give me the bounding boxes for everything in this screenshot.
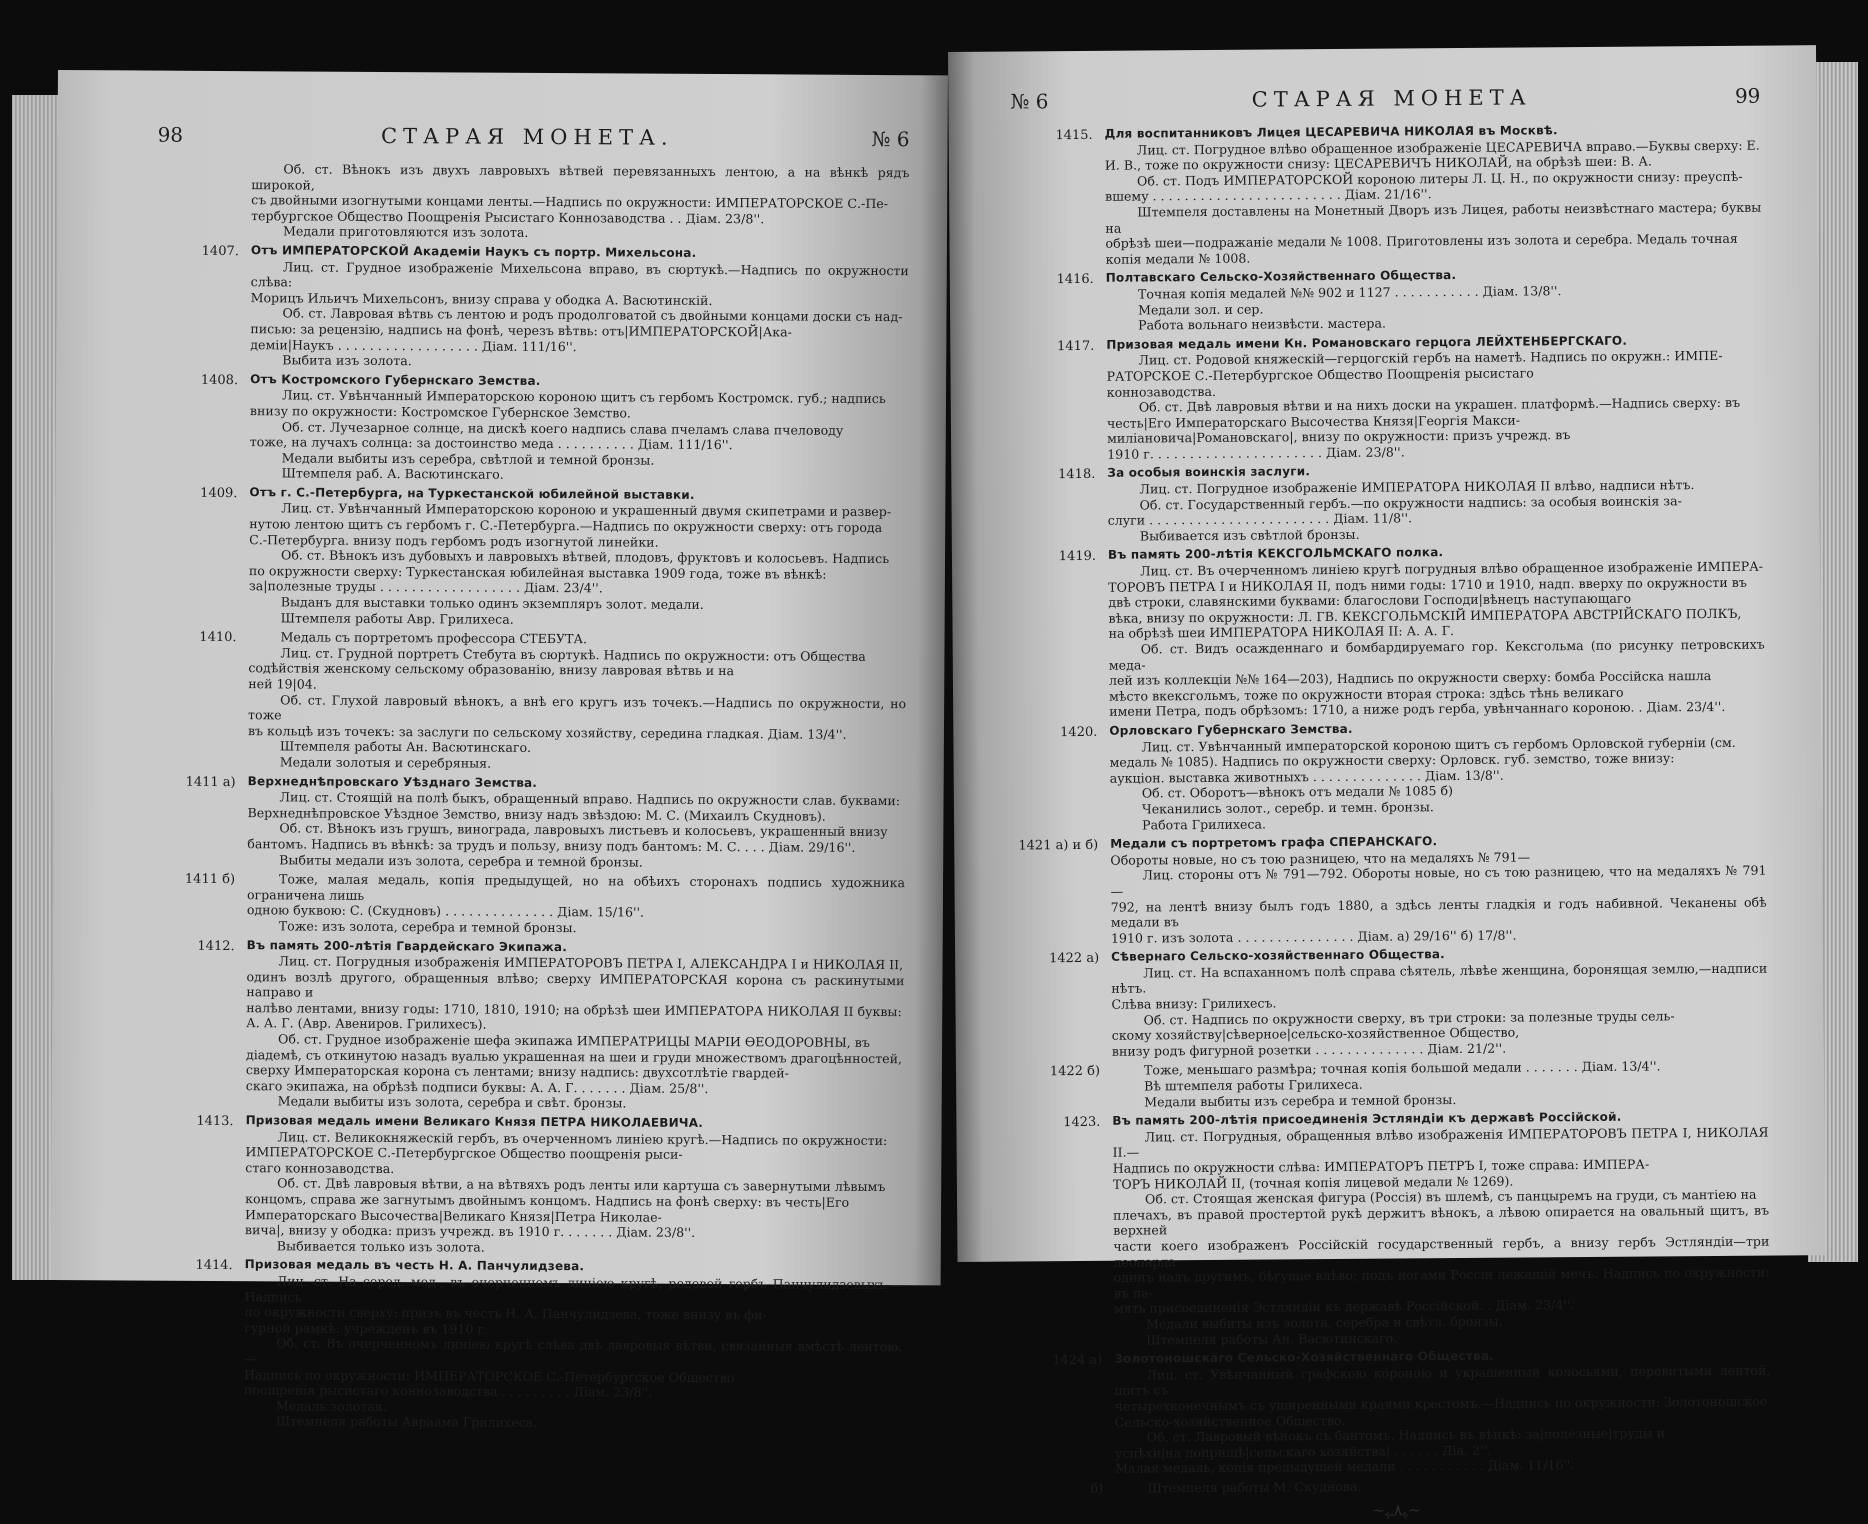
catalogue-entry [1011,122,1762,268]
issue-number: № 6 [871,126,910,152]
entry-number: 1413. [196,1113,234,1130]
entry-number: 1417. [1057,338,1095,354]
page-number: 98 [157,122,184,147]
entry-line: Работа вольнаго неизвѣсти. мастера. [1138,315,1387,333]
entry-line: успѣхи|на поприщѣ|сельскаго хозяйства| . . . . . . Діа. 2''. [1114,1442,1492,1461]
entry-line: гурной рамкѣ: учрежденъ въ 1910 г. [244,1319,489,1337]
entry-body [1115,1475,1771,1496]
entry-number: 1418. [1058,467,1096,483]
entry-line: С.-Петербурга. внизу подъ гербомъ родъ изогнутой линейки. [249,531,659,550]
entry-line: копія медали № 1008. [1105,250,1251,267]
entry-heading: Въ память 200-лѣтія Гвардейскаго Экипажа. [246,937,568,954]
entry-line: Морицъ Ильичъ Михельсонъ, внизу справа у ободка А. Васютинскій. [250,289,713,308]
entry-heading: Въ память 200-лѣтія КЕКСГОЛЬМСКАГО полка. [1107,545,1444,563]
entry-line: Об. ст. Лавровый вѣнокъ съ бантомъ. Надпись въ вѣнкѣ: за|полезные|труды и [1146,1425,1666,1445]
entry-body [1114,1347,1771,1477]
entry-line: Об. ст. Грудное изображеніе шефа экипажа ИМПЕРАТРИЦЫ МАРІИ ѲЕОДОРОВНЫ, въ [278,1031,870,1051]
right-page [948,45,1825,1520]
entry-line: ИМПЕРАТОРСКОЕ С.-Петербургское Общество поощренія рыси- [245,1144,683,1163]
entry-number [157,161,245,240]
entry-line: части коего изображенъ Россійскій государственный гербъ, а внизу гербъ Эстляндіи—три леопарда [1113,1233,1770,1270]
entry-line: вшему . . . . . . . . . . . . . . . . . . . . . . . . Діам. 21/16''. [1105,186,1432,205]
entry-line: Об. ст. Подъ ИМПЕРАТОРСКОЙ короною литеры Л. Ц. Н., по окружности снизу: преуспѣ- [1136,168,1743,189]
entry-line: И. В., тоже по окружности снизу: ЦЕСАРЕВИЧЪ НИКОЛАЙ, на обрѣзѣ шеи: В. А. [1104,153,1652,173]
entry-line: Сельско-хозяйственное Общество. [1114,1412,1346,1430]
entry-line: Лиц. ст. Погрудныя изображенія ИМПЕРАТОРОВЪ ПЕТРА I, АЛЕКСАНДРА I и НИКОЛАЯ II, [278,953,904,973]
entry-heading: Въ память 200-лѣтія присоединенія Эстляндіи къ державѣ Россійской. [1112,1109,1622,1128]
entry-heading: Отъ ИМПЕРАТОРСКОЙ Академіи Наукъ съ портр. Михельсона. [250,243,697,260]
entry-line: Лиц. ст. Увѣнчанный Императорскою короною щитъ съ гербомъ Костромск. губ.; надпись [281,387,886,407]
end-ornament: ~ﮩ٨ـﮩ~ [1371,1500,1422,1520]
entry-body [1110,832,1767,946]
entry-number: 1424 а) [1052,1352,1103,1369]
entry-line: Медали выбиты изъ серебра и темной бронзы. [1144,1091,1457,1110]
entries-list [1011,122,1772,1498]
entry-line: Лиц. ст. На вспаханномъ полѣ справа сѣятель, лѣвѣе женщина, боронящая землю,—надписи нѣтъ. [1111,960,1768,997]
left-page [51,70,948,1431]
entry-body [249,372,908,485]
catalogue-entry [155,371,908,485]
entry-line: Точная копія медалей №№ 902 и 1127 . . . . . . . . . . . Діам. 13/8''. [1137,283,1562,302]
catalogue-entry [153,773,906,871]
entry-line: Об. ст. Двѣ лавровыя вѣтви, а на вѣтвяхъ родъ ленты или картуша съ завернутыми лѣвымъ [277,1175,886,1195]
entry-body [250,243,909,372]
entry-line: Выбита изъ золота. [282,352,412,369]
entry-body [246,938,905,1114]
entry-line: Лиц. ст. Увѣнчанный Императорскою короною и украшенный двумя скипетрами и развер- [281,500,892,520]
entry-line: Выбивается только изъ золота. [276,1238,485,1255]
catalogue-entry [1016,832,1767,947]
entry-body [244,1258,903,1434]
entry-line: честь|Его Императорскаго Высочества Князя|Георгія Макси- [1106,412,1521,431]
entry-line: Штемпеля доставлены на Монетный Дворъ изъ Лицея, работы неизвѣстнаго мастера; буквы на [1105,199,1762,236]
entry-line: Лиц. ст. Въ очерченномъ линіею кругѣ погрудныя влѣво обращенное изображеніе ИМПЕРА- [1140,558,1764,579]
entry-line: Лиц. ст. Грудное изображеніе Михельсона вправо, въ сюртукѣ.—Надпись по окружности слѣва: [250,258,909,290]
entry-line: налѣво лентами, внизу годы: 1710, 1810, 1910; на обрѣзѣ шеи ИМПЕРАТОРА НИКОЛАЯ II буквы: [246,1000,902,1020]
entry-line: Обороты новые, но съ тою разницею, что на медаляхъ № 791— [1110,849,1531,868]
entry-heading: Отъ г. С.-Петербурга, на Туркестанской юбилейной выставки. [249,485,695,502]
entry-line: Об. ст. Въ очерченномъ линіею кругѣ слѣва двѣ лавровыя вѣтви, связанныя вмѣстѣ лентою.— [244,1335,903,1367]
entry-line: Императорскаго Высочества|Великаго Князя|Петра Николае- [244,1206,662,1225]
entry-line: А. А. Г. (Авр. Авениров. Грилихесъ). [246,1015,487,1033]
entry-line: Лиц. ст. Погрудное влѣво обращенное изображеніе ЦЕСАРЕВИЧА вправо.—Буквы сверху: Е. [1136,137,1760,158]
entry-line: слуги . . . . . . . . . . . . . . . . . . . . . . . Діам. 11/8''. [1107,510,1413,529]
entry-line: мять присоединенія Эстляндіи къ державѣ Россійской. . Діам. 23/4''. [1113,1297,1575,1317]
entry-line: одною буквою: С. (Скудновъ) . . . . . . . . . . . . . . Діам. 15/16''. [246,902,645,920]
entry-number: 1412. [197,938,235,954]
entry-line: 1910 г. . . . . . . . . . . . . . . . . . . . . . Діам. 23/8''. [1107,444,1405,462]
catalogue-entry [1018,1058,1768,1111]
entry-body [1105,122,1762,267]
entry-line: скаго экипажа, на обрѣзѣ подписи буквы: А. А. Г. . . . . . . Діам. 25/8''. [245,1078,709,1096]
catalogue-entry [154,629,907,774]
entry-line: въ кольцѣ изъ точекъ: за заслуги по сельскому хозяйству, середина гладкая. Діам. 13/4''. [247,722,847,742]
entry-line: ТОРЪ НИКОЛАЙ II, (точная копія лицевой медали № 1269). [1112,1173,1514,1192]
entry-line: Медаль съ портретомъ профессора СТЕБУТА. [280,629,588,647]
entry-line: Об. ст. Лавровая вѣтвь съ лентою и родъ продолговатой съ двойными концами доски съ над- [282,305,903,325]
entry-line: содѣйствія женскому сельскому образованію, внизу лавровая вѣтвь и на [248,660,735,679]
entry-line: Верхнеднѣпровское Уѣздное Земство, внизу надъ звѣздою: М. С. (Михаилъ Скудновъ). [247,804,826,824]
entry-line: Об. ст. Государственный гербъ.—по окружности надпись: за особыя воинскія за- [1139,492,1682,513]
entry-line: Вѣ штемпеля работы Грилихеса. [1144,1076,1363,1094]
entry-line: 792, на лентѣ внизу былъ годъ 1880, а здѣсь ленты гладкія и годъ набивной. Чеканены обѣ медали въ [1110,894,1767,930]
entry-number: 1411 б) [184,871,236,888]
entry-line: Лиц. ст. Родовой княжескій—герцогскій гербъ на наметѣ. Надпись по окружн.: ИМПЕ- [1138,348,1723,368]
entry-number: 1407. [201,243,239,260]
entry-line: Об. ст. Видъ осажденнаго и бомбардируемаго гор. Кексгольма (по рисунку петровскихъ меда- [1108,636,1765,673]
entry-body [247,774,906,872]
entry-number: 1422 а) [1049,951,1100,967]
entry-body [245,1113,904,1257]
entry-line: Лиц. ст. Грудной портретъ Стебута въ сюртукѣ. Надпись по окружности: отъ Общества [280,645,866,664]
running-head [1010,84,1760,114]
catalogue-entry [152,937,905,1113]
catalogue-entry [1012,332,1763,463]
entry-number: 1416. [1056,272,1094,288]
journal-title: СТАРАЯ МОНЕТА [1251,85,1532,112]
entry-body [1109,719,1766,833]
entry-body [1108,543,1765,720]
entry-line: Об. ст. Надпись по окружности сверху, въ три строки: за полезные труды сель- [1143,1007,1675,1028]
entry-heading: Орловскаго Губернскаго Земства. [1109,721,1353,738]
entry-line: Лиц. ст. Великокняжескій гербъ, въ очерченномъ линіею кругѣ.—Надпись по окружности: [277,1128,888,1148]
entry-heading: Призовая медаль въ честь Н. А. Панчулидзева. [244,1257,585,1274]
entry-line: мѣсто вкексгольмъ, тоже по окружности вторая строка: здѣсь тѣнь великаго [1109,684,1624,704]
issue-number: № 6 [1010,89,1049,114]
entry-line: внизу по окружности: Костромское Губернское Земство. [249,403,631,421]
entry-line: аукціон. выставка животныхъ . . . . . . . . . . . . . . Діам. 13/8''. [1109,767,1504,786]
entry-line: ТОРОВЪ ПЕТРА I и НИКОЛАЯ II, подъ ними годы: 1710 и 1910, надп. вверху по окружности въ [1108,574,1747,595]
entry-number: 1411 а) [185,774,236,790]
entry-number: 1421 а) и б) [1018,837,1099,854]
entry-line: деміи|Наукъ . . . . . . . . . . . . . . . . . . Діам. 111/16''. [250,336,577,354]
entry-heading: Для воспитанниковъ Лицея ЦЕСАРЕВИЧА НИКОЛАЯ въ Москвѣ. [1104,123,1558,141]
entry-line: Лиц. ст. Погрудныя, обращенныя влѣво изображенія ИМПЕРАТОРОВЪ ПЕТРА I, НИКОЛАЯ II.— [1112,1124,1769,1161]
entry-line: Медали выбиты изъ серебра, свѣтлой и темной бронзы. [281,450,655,468]
entry-line: плечахъ, въ правой простертой рукѣ держитъ вѣнокъ, а лѣвою опирается на овальный щитъ, въ верхней [1113,1202,1770,1239]
running-head [158,123,910,152]
entry-body [1107,461,1764,544]
entry-line: Тоже, малая медаль, копія предыдущей, но на обѣихъ сторонахъ подпись художника ограничена лишь [246,871,906,903]
entry-line: Штемпеля работы Ан. Васютинскаго. [1146,1330,1398,1348]
entry-line: вѣка, внизу по окружности: Л. ГВ. КЕКСГОЛЬМСКІЙ ИМПЕРАТОРА АВСТРІЙСКАГО ПОЛКЪ, [1108,605,1742,626]
catalogue-entry [1020,1347,1771,1478]
catalogue-entry [1018,1109,1770,1349]
entry-body [1112,1109,1770,1348]
entry-body [247,871,905,937]
entry-line: нутою лентою щитъ съ гербомъ г. С.-Петербурга.—Надпись по окружности сверху: отъ города [249,516,883,536]
entry-heading: Медали съ портретомъ графа СПЕРАНСКАГО. [1110,834,1438,851]
entry-heading: Полтавскаго Сельско-Хозяйственнаго Общества. [1105,268,1457,286]
entry-line: вича|, внизу у ободка: призъ учрежд. въ 1910 г. . . . . . . Діам. 23/8''. [244,1222,696,1241]
entry-heading: Сѣвернаго Сельско-хозяйственнаго Общества. [1111,947,1445,965]
entry-body [1106,266,1762,334]
entry-line: двѣ строки, славянскими буквами: благослови Господи|вѣнецъ наступающаго [1108,590,1632,610]
entry-line: Об. ст. Стоящая женская фигура (Россія) въ шлемѣ, съ панцыремъ на груди, съ мантіею на [1144,1186,1757,1207]
entry-line: Надпись по окружности слѣва: ИМПЕРАТОРЪ ПЕТРЪ I, тоже справа: ИМПЕРА- [1112,1156,1650,1176]
entry-line: Выданъ для выставки только одинъ экземпляръ золот. медали. [280,594,704,612]
entry-line: коннозаводства. [1106,383,1216,400]
entry-line: Лиц. ст. Увѣнчанный графскою короною и украшенный колосьями, перевитыми лентой, щитъ съ [1114,1362,1771,1399]
entry-line: Малая медаль, копія предыдущей медали . . . . . . . . . . . Діам. 11/16''. [1115,1457,1575,1477]
entry-number: б) [1090,1481,1104,1497]
entry-line: Штемпеля работы Авраама Грилихеса. [275,1413,538,1431]
entries-list [150,161,910,1433]
entry-heading: Призовая медаль имени Кн. Романовскаго герцога ЛЕЙХТЕНБЕРГСКАГО. [1106,333,1628,352]
entry-line: Об. ст. Вѣнокъ изъ грушъ, винограда, лавровыхъ листьевъ и колосьевъ, украшенный внизу [279,820,888,840]
entry-body [251,161,909,243]
catalogue-entry [157,161,909,244]
entry-line: Медали зол. и сер. [1137,301,1264,318]
entry-line: Тоже: изъ золота, серебра и темной бронзы. [278,918,577,936]
entry-line: Медали золотыя и серебряныя. [279,754,492,771]
entry-number: 1415. [1055,127,1093,144]
entry-line: Медаль золотая. [275,1398,387,1414]
catalogue-entry [155,484,908,629]
entry-line: имени Петра, подъ обрѣзомъ: 1710, а ниже родъ герба, увѣнчаннаго короною. . Діам. 23/4''. [1109,699,1726,720]
entry-body [1111,945,1768,1059]
entry-number: 1419. [1058,549,1097,565]
entry-number: 1410. [199,630,237,646]
entry-line: Лиц. ст. Стоящій на полѣ быкъ, обращенный вправо. Надпись по окружности слав. буквами: [279,789,901,809]
entry-line: Лиц. стороны отъ № 791—792. Обороты новые, но съ тою разницею, что на медаляхъ № 791— [1110,862,1767,899]
entry-body [249,485,908,629]
entry-line: тербургское Общество Поощренія Рысистаго Коннозаводства . . Діам. 23/8''. [251,207,765,227]
entry-heading: Отъ Костромского Губернскаго Земства. [250,371,541,388]
entry-line: Слѣва внизу: Грилихесъ. [1111,995,1277,1012]
entry-line: по окружности сверху: Туркестанская юбилейная выставка 1909 года, тоже въ вѣнкѣ: [248,563,827,582]
page-number: 99 [1734,83,1761,108]
catalogue-entry [151,1113,904,1258]
entry-line: концомъ, справа же загнутымъ двойнымъ концомъ. Надпись на фонѣ сверху: въ честь|Его [245,1191,850,1210]
entry-line: лей изъ коллекціи №№ 164—203), Надпись по окружности сверху: бомба Россійска нашла [1108,668,1712,688]
catalogue-entry [1017,945,1768,1060]
entry-number: 1414. [195,1258,233,1274]
entry-number: 1420. [1060,724,1098,741]
entry-line: Чеканились золот., серебр. и темн. бронзы. [1141,799,1434,817]
entry-heading: Призовая медаль имени Великаго Князя ПЕТРА НИКОЛАЕВИЧА. [245,1113,704,1130]
entry-line: Об. ст. Глухой лавровый вѣнокъ, а внѣ его кругъ изъ точекъ.—Надпись по окружности, но тоже [248,691,907,723]
entry-line: Лиц. ст. Погрудное изображеніе ИМПЕРАТОРА НИКОЛАЯ II влѣво, надписи нѣтъ. [1139,477,1695,497]
entry-line: Штемпеля работы Авр. Грилихеса. [280,609,514,627]
catalogue-entry [156,243,909,372]
journal-title: СТАРАЯ МОНЕТА. [380,123,674,150]
entry-line: Об. ст. Двѣ лавровыя вѣтви и на нихъ доски на украшен. платформѣ.—Надпись сверху: въ [1138,394,1741,415]
entry-line: за|полезные труды . . . . . . . . . . . . . . . . . . Діам. 23/4''. [248,578,603,596]
entry-line: Выбивается изъ свѣтлой бронзы. [1139,526,1360,544]
entry-heading: За особыя воинскія заслуги. [1107,464,1311,481]
catalogue-entry [153,871,905,938]
entry-line: Медали выбиты изъ золота, серебра и свѣт. бронзы. [277,1093,627,1111]
entry-line: медаль № 1085). Надпись по окружности сверху: Орловск. губ. земство, тоже внизу: [1109,750,1675,770]
catalogue-entry [1021,1475,1771,1497]
entry-line: сверху Императорская корона съ лентами; внизу надпись: двухсотлѣтіе гвардей- [245,1062,790,1081]
entry-number: 1409. [200,485,238,501]
entry-line: Надпись по окружности: ИМПЕРАТОРСКОЕ С.-Петербургское Общество [243,1366,735,1385]
entry-line: внизу родъ фигурной розетки . . . . . . . . . . . . . . Діам. 21/2''. [1111,1040,1507,1059]
entry-line: обрѣзѣ шеи—подражаніе медали № 1008. Приготовлены изъ золота и серебра. Медаль точная [1105,230,1738,251]
entry-line: Об. ст. Лучезарное солнце, на дискѣ коего надпись слава пчеламъ слава пчеловоду [281,418,844,438]
entry-line: Лиц. ст. На серед. мед., въ очерченномъ линіею кругѣ, родовой гербъ Панчулидзевыхъ.—Надпись [244,1273,903,1305]
entry-line: діадемѣ, съ откинутою назадъ вуалью украшенная на шеи и груди множествомъ драгоцѣнностей, [245,1046,903,1066]
entry-line: Штемпеля раб. А. Васютинскаго. [281,465,504,483]
entry-line: миліановича|Романовскаго|, внизу по окружности: призъ учрежд. въ [1106,427,1571,447]
entry-heading: Золотоношскаго Сельско-Хозяйственнаго Общества. [1114,1348,1494,1366]
entry-line: по окружности сверху: призъ въ честь Н. А. Панчулидзева, тоже внизу въ фи- [244,1304,767,1323]
entry-line: четырехконечнымъ съ уширенными краями крестомъ.—Надпись по окружности: Золотоношское [1114,1393,1768,1414]
entry-line: Выбиты медали изъ золота, серебра и темной бронзы. [279,851,643,870]
entry-line: Штемпеля работы Ан. Васютинскаго. [279,738,532,756]
catalogue-entry [1015,719,1766,834]
entry-line: Об. ст. Вѣнокъ изъ двухъ лавровыхъ вѣтвей перевязанныхъ лентою, а на вѣнкѣ рядъ широкой, [251,161,910,193]
entry-line: скому хозяйству|сѣверное|сельско-хозяйственное Общество, [1111,1024,1520,1043]
entry-body [1112,1058,1768,1110]
entry-line: Работа Грилихеса. [1142,816,1267,833]
entry-line: съ двойными изогнутыми концами ленты.—Надпись по окружности: ИМПЕРАТОРСКОЕ С.-Пе- [251,192,889,212]
entry-number: 1423. [1063,1115,1101,1131]
entry-line: тоже, на лучахъ солнца: за достоинство меда . . . . . . . . . . Діам. 111/16''. [249,434,733,453]
entry-line: поощренія рысистаго коннозаводства . . . . . . . . . Діам. 23/8''. [243,1382,653,1400]
entry-body [248,629,907,773]
entry-number: 1408. [200,372,239,388]
entry-heading: Верхнеднѣпровскаго Уѣзднаго Земства. [247,773,538,790]
entry-line: Об. ст. Оборотъ—вѣнокъ отъ медали № 1085 б) [1141,783,1454,801]
entry-line: Медали выбиты изъ золота, серебра и свѣтл. бронзы. [1145,1313,1503,1332]
entry-line: РАТОРСКОЕ С.-Петербургское Общество Поощренія рысистаго [1106,365,1534,384]
entry-line: одинъ возлѣ другого, обращенныя влѣво; сверху ИМПЕРАТОРСКАЯ корона съ раскинутыми направо и [246,968,905,1000]
entry-body [1106,332,1763,462]
entry-line: Лиц. ст. Увѣнчанный императорской короною щитъ съ гербомъ Орловской губерніи (см. [1141,734,1736,755]
catalogue-entry [150,1257,903,1433]
entry-line: ней 19|04. [248,676,317,692]
entry-line: бантомъ. Надпись въ вѣнкѣ: за трудъ и пользу, внизу подъ бантомъ: М. С. . . . Діам. 29/16''. [247,836,856,855]
entry-line: стаго коннозаводства. [245,1159,395,1176]
entry-line: Медали приготовляются изъ золота. [282,223,529,241]
entry-line: 1910 г. изъ золота . . . . . . . . . . . . . . . Діам. а) 29/16'' б) 17/8''. [1110,927,1517,946]
catalogue-entry [1013,461,1764,545]
catalogue-entry [1012,266,1762,334]
catalogue-entry [1014,543,1765,720]
entry-line: писью: за рецензію, надпись на фонѣ, черезъ вѣтвь: отъ|ИМПЕРАТОРСКОЙ|Ака- [250,321,792,340]
entry-line: Штемпеля работы М. Скуднова. [1147,1478,1362,1496]
entry-number: 1422 б) [1049,1064,1101,1080]
entry-line: на обрѣзѣ шеи ИМПЕРАТОРА НИКОЛАЯ II: А. А. Г. [1108,623,1455,642]
entry-line: Тоже, меньшаго размѣра; точная копія большой медали . . . . . . . Діам. 13/4''. [1143,1058,1661,1078]
entry-line: одинъ надъ другимъ, бѣгущіе влѣво; подъ ногами Россіи лежащій мечъ. Надпись по окружности: въ па- [1113,1264,1770,1301]
entry-line: Об. ст. Вѣнокъ изъ дубовыхъ и лавровыхъ вѣтвей, плодовъ, фруктовъ и колосьевъ. Надпись [280,547,890,567]
